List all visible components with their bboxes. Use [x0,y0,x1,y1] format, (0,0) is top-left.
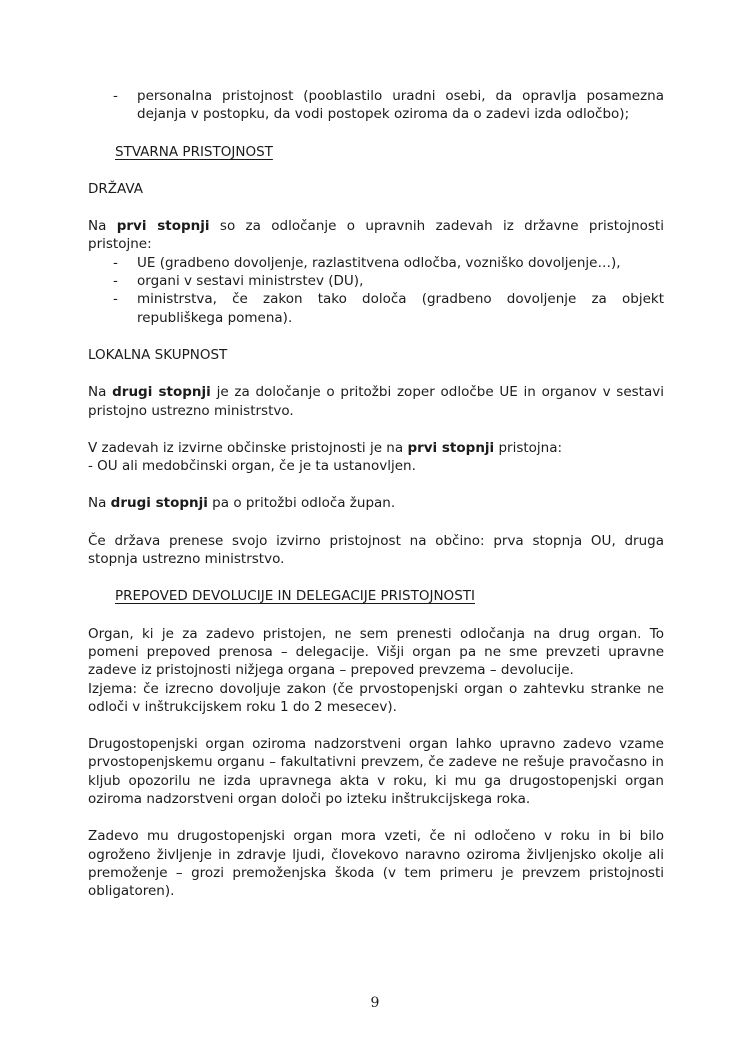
paragraph-druga-stopnja [88,383,664,420]
paragraph-zadevo-obligatoren: Zadevo mu drugostopenjski organ mora vzeti, če ni odločeno v roku in bi bilo ogroženo življenje in zdravje ljudi, človekovo naravno oziroma življenjsko okolje ali premoženje – grozi premoženjska škoda (v tem primeru je prevzem pristojnosti obligatoren). [88,828,664,900]
paragraph-izvirna-line2: - OU ali medobčinski organ, če je ta ustanovljen. [88,458,416,475]
run-bold: prvi stopnji [116,218,210,235]
list-item-text: UE (gradbeno dovoljenje, razlastitvena odločba, vozniško dovoljenje…), [137,254,621,271]
run-bold: drugi stopnji [112,384,211,401]
run-post: pa o pritožbi odloča župan. [207,495,396,512]
list-item-text: organi v sestavi ministrstev (DU), [137,273,364,290]
heading-text: STVARNA PRISTOJNOST [115,143,273,160]
paragraph-prenos-pristojnosti: Če država prenese svojo izvirno pristojnost na občino: prva stopnja OU, druga stopnja ustrezno ministrstvo. [88,532,664,568]
list-item-ministrstva [88,290,664,327]
page-content [88,87,664,920]
heading-prepoved-devolucije [115,587,664,605]
label-lokalna-skupnost: LOKALNA SKUPNOST [88,346,228,363]
bullet-text: personalna pristojnost (pooblastilo uradni osebi, da opravlja posamezna dejanja v postopku, da vodi postopek oziroma da o zadevi izda odločbo); [137,88,664,123]
run-pre: V zadevah iz izvirne občinske pristojnosti je na [88,439,408,456]
list-item-text: ministrstva, če zakon tako določa (gradbeno dovoljenje za objekt republiškega pomena). [137,291,664,326]
run-bold: drugi stopnji [110,495,208,512]
label-drzava: DRŽAVA [88,180,144,197]
paragraph-zupan [88,494,664,512]
bullet-marker: - [113,291,118,308]
heading-stvarna-pristojnost [115,143,664,161]
bullet-marker: - [113,254,118,271]
paragraph-prepoved-block [88,625,664,716]
run-post: je za določanje o pritožbi zoper odločbe UE in organov v sestavi pristojno ustrezno ministrstvo. [88,384,664,419]
paragraph-izvirna-pristojnost [88,439,664,476]
drzava-bullet-list [88,254,664,327]
run-post: pristojna: [494,439,563,456]
paragraph-organ: Organ, ki je za zadevo pristojen, ne sem prenesti odločanja na drug organ. To pomeni prepoved prenosa – delegacije. Višji organ pa ne sme prevzeti upravne zadeve iz pristojnosti nižjega organa – prepoved prevzema – devolucije. [88,625,664,679]
heading-text: PREPOVED DEVOLUCIJE IN DELEGACIJE PRISTOJNOSTI [115,588,475,605]
run-bold: prvi stopnji [407,439,495,456]
bullet-marker: - [113,273,118,290]
run-post: so za odločanje o upravnih zadevah iz državne pristojnosti pristojne: [88,218,664,253]
run-pre: Na [88,218,117,235]
run-pre: Na [88,495,111,512]
paragraph-prva-stopnja [88,217,664,254]
paragraph-izvirna-line1 [88,439,664,457]
page-number: 9 [370,995,380,1011]
run-pre: Na [88,384,113,401]
paragraph-izjema: Izjema: če izrecno dovoljuje zakon (če prvostopenjski organ o zahtevku stranke ne odloči v inštrukcijskem roku 1 do 2 mesecev). [88,680,664,715]
bullet-marker: - [113,88,118,104]
paragraph-drugostopenjski: Drugostopenjski organ oziroma nadzorstveni organ lahko upravno zadevo vzame prvostopenjskemu organu – fakultativni prevzem, če zadeve ne rešuje pravočasno in kljub opozorilu ne izda upravnega akta v roku, ki mu ga drugostopenjski organ oziroma nadzorstveni organ določi po izteku inštrukcijskega roka. [88,736,664,808]
list-item-ue [88,254,664,272]
list-item-organi [88,272,664,290]
bullet-item-personalna [88,87,664,124]
